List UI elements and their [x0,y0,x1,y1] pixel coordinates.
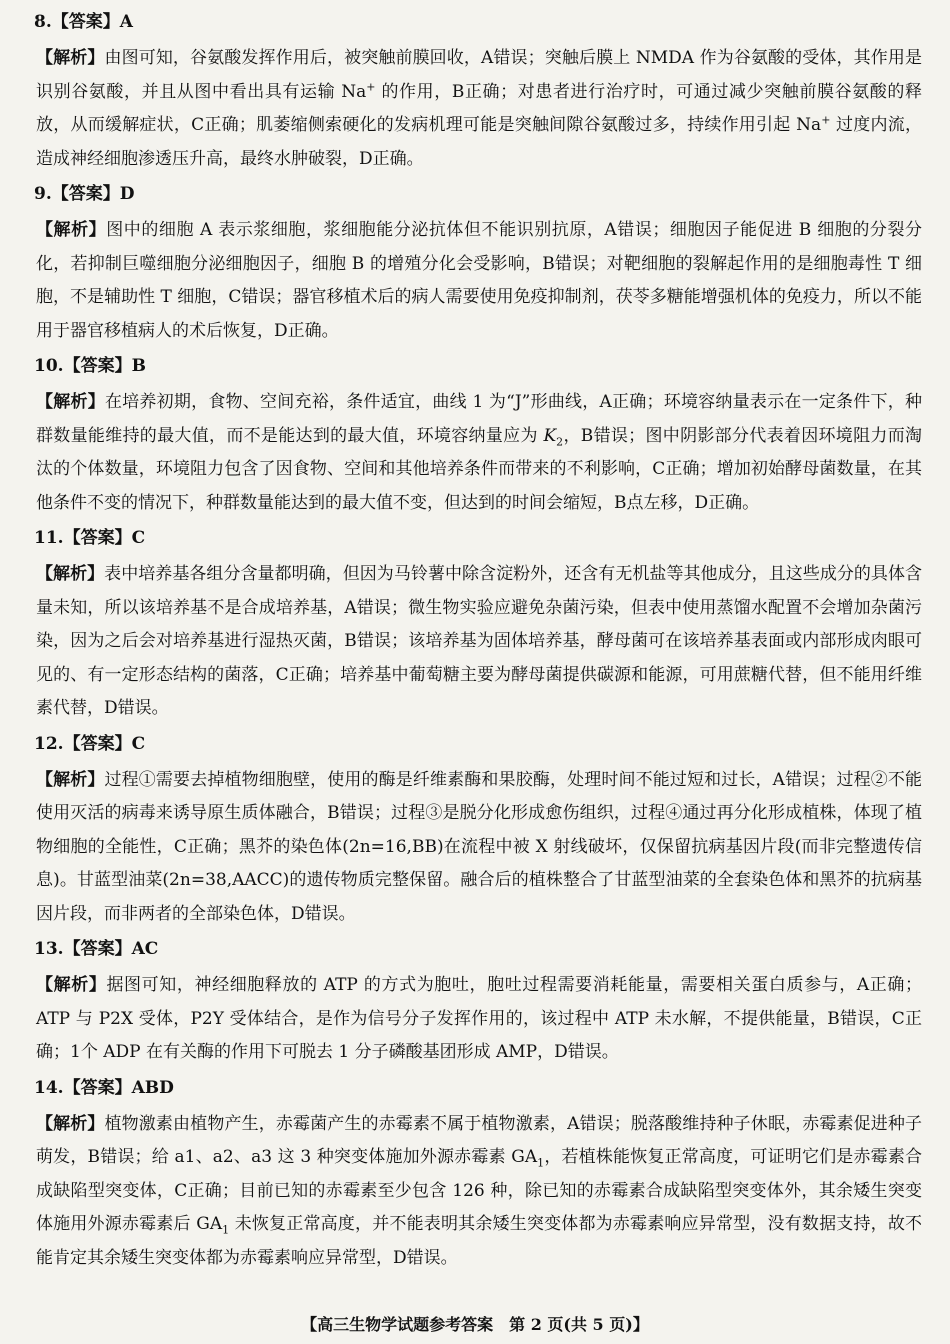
question-number: 9. [34,184,52,204]
question-8 [34,10,922,176]
analysis-paragraph [34,386,922,520]
question-12 [34,732,922,932]
analysis-tag: 【解析】 [36,220,107,240]
answer-value: C [131,733,146,754]
italic-symbol: K [543,425,557,446]
question-9 [34,182,922,348]
analysis-text: 图中的细胞 A 表示浆细胞，浆细胞能分泌抗体但不能识别抗原，A错误；细胞因子能促进 B 细胞的分裂分化，若抑制巨噬细胞分泌细胞因子，细胞 B 的增殖分化会受影响，B错误；对靶细胞的裂解起作用的是细胞毒性 T 细胞，不是辅助性 T 细胞，C错误；器官移植术后的病人需要使用免疫抑制剂，茯苓多糖能增强机体的免疫力，所以不能用于器官移植病人的术后恢复，D正确。 [36,220,923,341]
analysis-text: 未恢复正常高度，并不能表明其余矮生突变体都为赤霉素响应异常型，没有数据支持，故不能肯定其余矮生突变体都为赤霉素响应异常型，D错误。 [36,1214,923,1268]
answer-line [34,526,922,550]
subscript: 1 [537,1156,545,1170]
analysis-tag: 【解析】 [36,769,105,790]
analysis-text: 在培养初期，食物、空间充裕，条件适宜，曲线 1 为“J”形曲线，A正确；环境容纳量表示在一定条件下，种群数量能维持的最大值，而不是能达到的最大值，环境容纳量应为 [36,392,922,446]
answer-value: ABD [131,1077,174,1098]
answer-value: C [131,528,146,548]
question-number: 14. [34,1077,64,1098]
analysis-text: 过程①需要去掉植物细胞壁，使用的酶是纤维素酶和果胶酶，处理时间不能过短和过长，A错误；过程②不能使用灭活的病毒来诱导原生质体融合，B错误；过程③是脱分化形成愈伤组织，过程④通过再分化形成植株，体现了植物细胞的全能性，C正确；黑芥的染色体(2n=16,BB)在流程中被 X 射线破坏，仅保留抗病基因片段(而非完整遗传信息)。甘蓝型油菜(2n=38,AACC)的遗传物质完整保留。融合后的植株整合了甘蓝型油菜的全套染色体和黑芥的抗病基因片段，而非两者的全部染色体，D错误。 [36,769,922,924]
answer-tag: 【答案】 [63,528,132,548]
analysis-text: 由图可知，谷氨酸发挥作用后，被突触前膜回收，A错误；突触后膜上 NMDA 作为谷氨酸的受体，其作用是识别谷氨酸，并且从图中看出具有运输 Na [36,48,922,102]
question-14 [34,1076,922,1276]
answer-line [34,732,922,756]
question-number: 10. [34,356,64,376]
analysis-paragraph [34,1108,922,1276]
analysis-text: 表中培养基各组分含量都明确，但因为马铃薯中除含淀粉外，还含有无机盐等其他成分，且这些成分的具体含量未知，所以该培养基不是合成培养基，A错误；微生物实验应避免杂菌污染，但表中使用蒸馏水配置不会增加杂菌污染，因为之后会对培养基进行湿热灭菌，B错误；该培养基为固体培养基，酵母菌可在该培养基表面或内部形成肉眼可见的、有一定形态结构的菌落，C正确；培养基中葡萄糖主要为酵母菌提供碳源和能源，可用蔗糖代替，但不能用纤维素代替，D错误。 [36,564,923,718]
analysis-paragraph [34,969,922,1070]
question-number: 11. [34,528,64,548]
analysis-text: 植物激素由植物产生，赤霉菌产生的赤霉素不属于植物激素，A错误；脱落酸维持种子休眠，赤霉素促进种子萌发，B错误；给 a1、a2、a3 这 3 种突变体施加外源赤霉素 GA [36,1113,922,1167]
answer-tag: 【答案】 [63,939,132,959]
subscript: 2 [556,434,564,448]
analysis-text: 据图可知，神经细胞释放的 ATP 的方式为胞吐，胞吐过程需要消耗能量，需要相关蛋白质参与，A正确；ATP 与 P2X 受体，P2Y 受体结合，是作为信号分子发挥作用的，该过程中 ATP 未水解，不提供能量，B错误，C正确；1个 ADP 在有关酶的作用下可脱去 1 分子磷酸基团形成 AMP，D错误。 [36,975,922,1062]
answer-line [34,354,922,378]
answer-tag: 【答案】 [51,12,120,32]
subscript: 1 [222,1223,230,1237]
analysis-paragraph [34,214,922,348]
question-10 [34,354,922,520]
answer-page [34,10,922,1281]
analysis-paragraph [34,42,922,176]
answer-line [34,10,922,34]
analysis-text: 的作用，B正确；对患者进行治疗时，可通过减少突触前膜谷氨酸的释放，从而缓解症状，C正确；肌萎缩侧索硬化的发病机理可能是突触间隙谷氨酸过多，持续作用引起 Na [36,81,922,135]
analysis-tag: 【解析】 [36,975,107,995]
question-number: 8. [34,12,52,32]
answer-tag: 【答案】 [63,356,132,376]
answer-value: A [119,12,133,32]
question-13 [34,937,922,1070]
answer-tag: 【答案】 [51,184,120,204]
page-footer: 【高三生物学试题参考答案 第 2 页(共 5 页)】 [301,1315,649,1334]
question-number: 12. [34,733,64,754]
answer-value: AC [131,939,159,959]
analysis-text: ，若植株能恢复正常高度，可证明它们是赤霉素合成缺陷型突变体，C正确；目前已知的赤霉素至少包含 126 种，除已知的赤霉素合成缺陷型突变体外，其余矮生突变体施用外源赤霉素后 GA [36,1147,923,1234]
question-11 [34,526,922,726]
answer-line [34,937,922,961]
answer-tag: 【答案】 [63,1077,132,1098]
superscript: + [366,79,376,93]
analysis-tag: 【解析】 [36,48,105,68]
answer-value: B [131,356,146,376]
answer-tag: 【答案】 [63,733,132,754]
analysis-tag: 【解析】 [36,564,105,584]
answer-line [34,182,922,206]
answer-line [34,1076,922,1100]
superscript: + [821,113,831,127]
answer-value: D [119,184,135,204]
question-number: 13. [34,939,64,959]
analysis-text: ，B错误；图中阴影部分代表着因环境阻力而淘汰的个体数量，环境阻力包含了因食物、空间和其他培养条件而带来的不利影响，C正确；增加初始酵母菌数量，在其他条件不变的情况下，种群数量能达到的最大值不变，但达到的时间会缩短，B点左移，D正确。 [36,425,923,513]
analysis-tag: 【解析】 [36,392,105,412]
analysis-paragraph [34,764,922,932]
analysis-paragraph [34,558,922,726]
analysis-text: 过度内流，造成神经细胞渗透压升高，最终水肿破裂，D正确。 [36,115,923,169]
analysis-tag: 【解析】 [36,1113,105,1134]
